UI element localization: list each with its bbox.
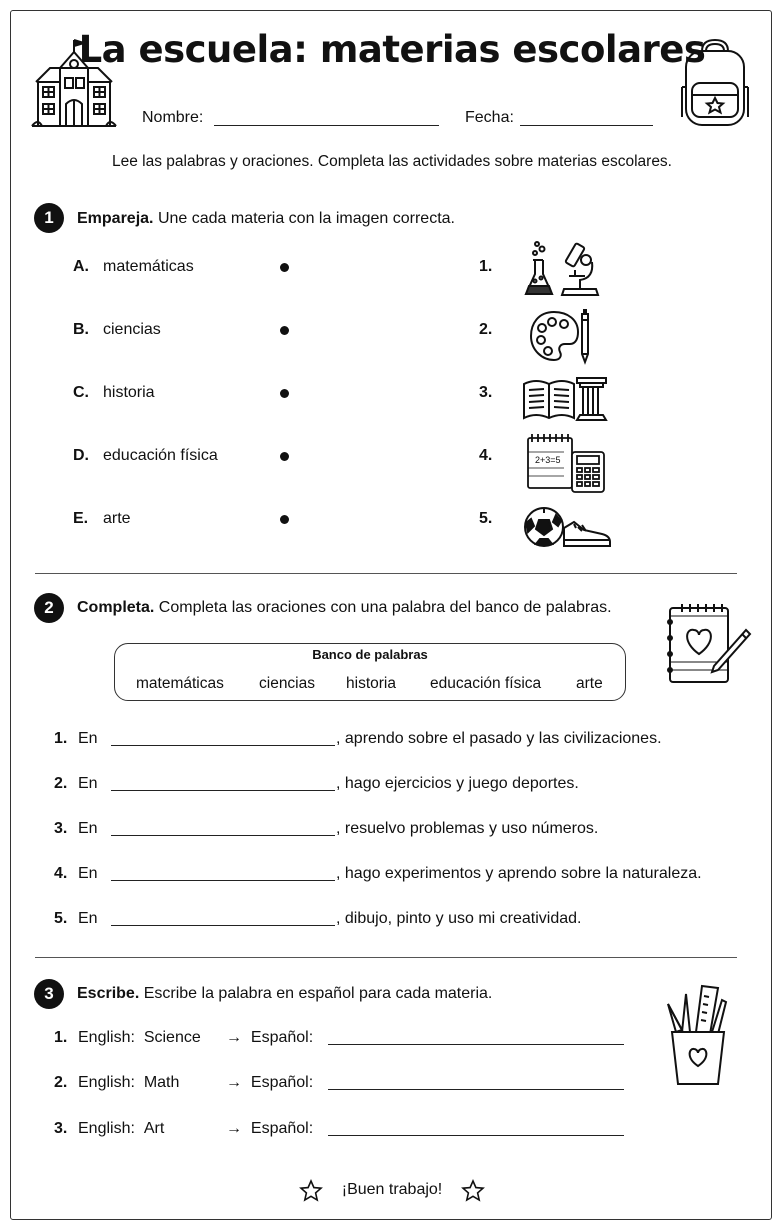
sentence-1: 1. En [54,730,98,747]
translate-row-3: 3. English: Art [54,1120,165,1137]
star-outline-icon [461,1179,485,1203]
sentence-4-blank[interactable] [111,880,335,881]
match-dot-d[interactable] [280,452,289,461]
section-2-heading: Completa. Completa las oraciones con una palabra del banco de palabras. [77,599,612,616]
sentence-2: 2. En [54,775,98,792]
translate-row-1-arrow: → Español: [226,1029,314,1046]
date-label: Fecha: [465,109,514,126]
image-number-5: 5. [479,510,493,527]
sentence-5-blank[interactable] [111,925,335,926]
book-column-icon [522,374,608,424]
match-dot-a[interactable] [280,263,289,272]
sentence-4-end: , hago experimentos y aprendo sobre la naturaleza. [336,865,702,882]
pencil-cup-icon [662,982,734,1088]
bank-word-matematicas: matemáticas [136,675,224,692]
image-number-4: 4. [479,447,493,464]
match-dot-b[interactable] [280,326,289,335]
bank-word-educacion-fisica: educación física [430,675,542,692]
sentence-1-end: , aprendo sobre el pasado y las civilizaciones. [336,730,662,747]
page-title: La escuela: materias escolares [78,28,706,71]
section-3-heading: Escribe. Escribe la palabra en español para cada materia. [77,985,493,1002]
section-3-number: 3 [34,979,64,1009]
notebook-heart-icon [662,600,752,686]
sentence-2-blank[interactable] [111,790,335,791]
translate-row-1-blank[interactable] [328,1044,624,1045]
sentence-3-end: , resuelvo problemas y uso números. [336,820,599,837]
name-field[interactable] [214,125,439,126]
sentence-4: 4. En [54,865,98,882]
instructions: Lee las palabras y oraciones. Completa las actividades sobre materias escolares. [111,153,672,170]
image-number-2: 2. [479,321,493,338]
subject-item-e: E. arte [73,510,131,527]
sentence-1-blank[interactable] [111,745,335,746]
paint-palette-pencil-icon [528,306,592,366]
section-divider-1 [35,573,737,574]
footer-text: ¡Buen trabajo! [341,1181,443,1198]
notebook-equation: 2+3=5 [535,455,561,465]
sentence-3-blank[interactable] [111,835,335,836]
bank-word-historia: historia [346,675,396,692]
name-label: Nombre: [142,109,204,126]
soccer-ball-sneaker-icon [522,504,614,550]
translate-row-2-blank[interactable] [328,1089,624,1090]
section-2-number: 2 [34,593,64,623]
translate-row-3-arrow: → Español: [226,1120,314,1137]
bank-word-arte: arte [576,675,603,692]
section-1-number: 1 [34,203,64,233]
sentence-2-end: , hago ejercicios y juego deportes. [336,775,579,792]
sentence-5: 5. En [54,910,98,927]
match-dot-e[interactable] [280,515,289,524]
section-1-heading: Empareja. Une cada materia con la imagen correcta. [77,210,455,227]
translate-row-2-arrow: → Español: [226,1074,314,1091]
image-number-1: 1. [479,258,493,275]
word-bank-title: Banco de palabras [312,647,428,662]
match-dot-c[interactable] [280,389,289,398]
subject-item-c: C. historia [73,384,155,401]
translate-row-3-blank[interactable] [328,1135,624,1136]
bank-word-ciencias: ciencias [259,675,315,692]
sentence-3: 3. En [54,820,98,837]
subject-item-a: A. matemáticas [73,258,194,275]
science-flask-microscope-icon [522,240,602,298]
section-divider-2 [35,957,737,958]
sentence-5-end: , dibujo, pinto y uso mi creatividad. [336,910,582,927]
notebook-calculator-icon [524,432,608,494]
date-field[interactable] [520,125,653,126]
image-number-3: 3. [479,384,493,401]
subject-item-b: B. ciencias [73,321,161,338]
word-bank [114,643,626,701]
subject-item-d: D. educación física [73,447,218,464]
translate-row-1: 1. English: Science [54,1029,201,1046]
translate-row-2: 2. English: Math [54,1074,180,1091]
